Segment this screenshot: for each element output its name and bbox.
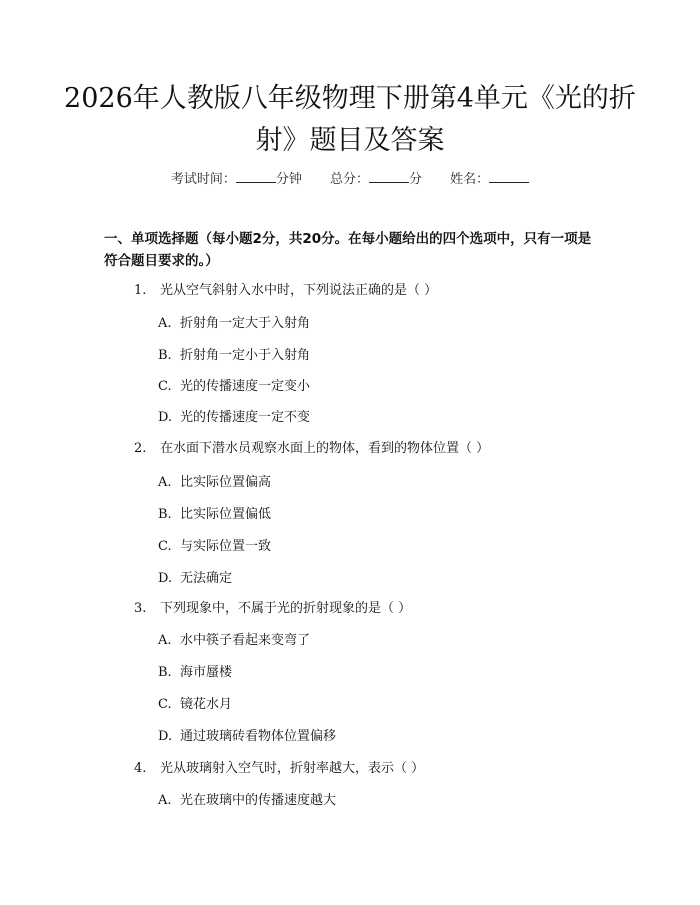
exam-time-unit: 分钟 bbox=[275, 172, 302, 187]
student-name-label: 姓名： bbox=[450, 172, 490, 187]
option-text: 比实际位置偏低 bbox=[180, 507, 272, 522]
student-name-field bbox=[450, 168, 529, 187]
option-text: 与实际位置一致 bbox=[180, 539, 272, 554]
student-name-blank[interactable] bbox=[489, 170, 529, 183]
option-4-a[interactable] bbox=[158, 792, 336, 810]
total-score-label: 总分： bbox=[329, 172, 369, 187]
option-letter: D. bbox=[158, 410, 173, 425]
total-score-field bbox=[330, 168, 422, 187]
section-heading: 一、单项选择题（每小题2分，共20分。在每小题给出的四个选项中，只有一项是符合题目要求的。） bbox=[104, 231, 592, 269]
exam-time-blank[interactable] bbox=[236, 170, 276, 183]
option-letter: B. bbox=[158, 507, 172, 522]
option-2-d[interactable] bbox=[158, 570, 232, 588]
option-1-c[interactable] bbox=[158, 378, 310, 396]
question-text: 在水面下潜水员观察水面上的物体，看到的物体位置（ ） bbox=[160, 441, 490, 456]
option-letter: B. bbox=[158, 348, 172, 363]
option-text: 比实际位置偏高 bbox=[180, 475, 272, 490]
option-letter: C. bbox=[158, 697, 172, 712]
option-letter: D. bbox=[158, 729, 173, 744]
option-3-a[interactable] bbox=[158, 632, 310, 650]
question-text: 光从空气斜射入水中时，下列说法正确的是（ ） bbox=[160, 283, 438, 298]
question-text: 光从玻璃射入空气时，折射率越大，表示（ ） bbox=[160, 761, 425, 776]
option-1-d[interactable] bbox=[158, 409, 310, 427]
option-letter: A. bbox=[158, 475, 172, 490]
option-letter: A. bbox=[158, 793, 172, 808]
option-3-d[interactable] bbox=[158, 728, 336, 746]
option-text: 镜花水月 bbox=[180, 697, 233, 712]
option-letter: A. bbox=[158, 316, 172, 331]
question-number: 2. bbox=[134, 441, 147, 456]
exam-time-field bbox=[171, 168, 302, 187]
question-3 bbox=[134, 600, 411, 618]
question-number: 4. bbox=[134, 761, 147, 776]
option-3-c[interactable] bbox=[158, 696, 232, 714]
option-text: 通过玻璃砖看物体位置偏移 bbox=[180, 729, 337, 744]
option-letter: A. bbox=[158, 633, 172, 648]
document-title: 2026年人教版八年级物理下册第4单元《光的折射》题目及答案 bbox=[64, 83, 636, 156]
option-text: 水中筷子看起来变弯了 bbox=[180, 633, 311, 648]
option-text: 光的传播速度一定变小 bbox=[180, 379, 311, 394]
question-1 bbox=[134, 282, 437, 300]
option-letter: D. bbox=[158, 571, 173, 586]
option-letter: C. bbox=[158, 379, 172, 394]
option-text: 折射角一定大于入射角 bbox=[180, 316, 311, 331]
option-letter: C. bbox=[158, 539, 172, 554]
option-1-b[interactable] bbox=[158, 347, 310, 365]
total-score-unit: 分 bbox=[409, 172, 423, 187]
option-text: 光在玻璃中的传播速度越大 bbox=[180, 793, 337, 808]
option-text: 光的传播速度一定不变 bbox=[180, 410, 311, 425]
option-2-b[interactable] bbox=[158, 506, 271, 524]
option-letter: B. bbox=[158, 665, 172, 680]
question-2 bbox=[134, 440, 489, 458]
question-4 bbox=[134, 760, 424, 778]
option-2-c[interactable] bbox=[158, 538, 271, 556]
question-number: 1. bbox=[134, 283, 147, 298]
option-text: 海市蜃楼 bbox=[180, 665, 233, 680]
total-score-blank[interactable] bbox=[369, 170, 409, 183]
exam-meta bbox=[0, 168, 700, 187]
option-text: 无法确定 bbox=[180, 571, 233, 586]
option-1-a[interactable] bbox=[158, 315, 310, 333]
option-3-b[interactable] bbox=[158, 664, 232, 682]
exam-time-label: 考试时间： bbox=[170, 172, 236, 187]
question-number: 3. bbox=[134, 601, 147, 616]
option-text: 折射角一定小于入射角 bbox=[180, 348, 311, 363]
option-2-a[interactable] bbox=[158, 474, 271, 492]
question-text: 下列现象中，不属于光的折射现象的是（ ） bbox=[160, 601, 412, 616]
